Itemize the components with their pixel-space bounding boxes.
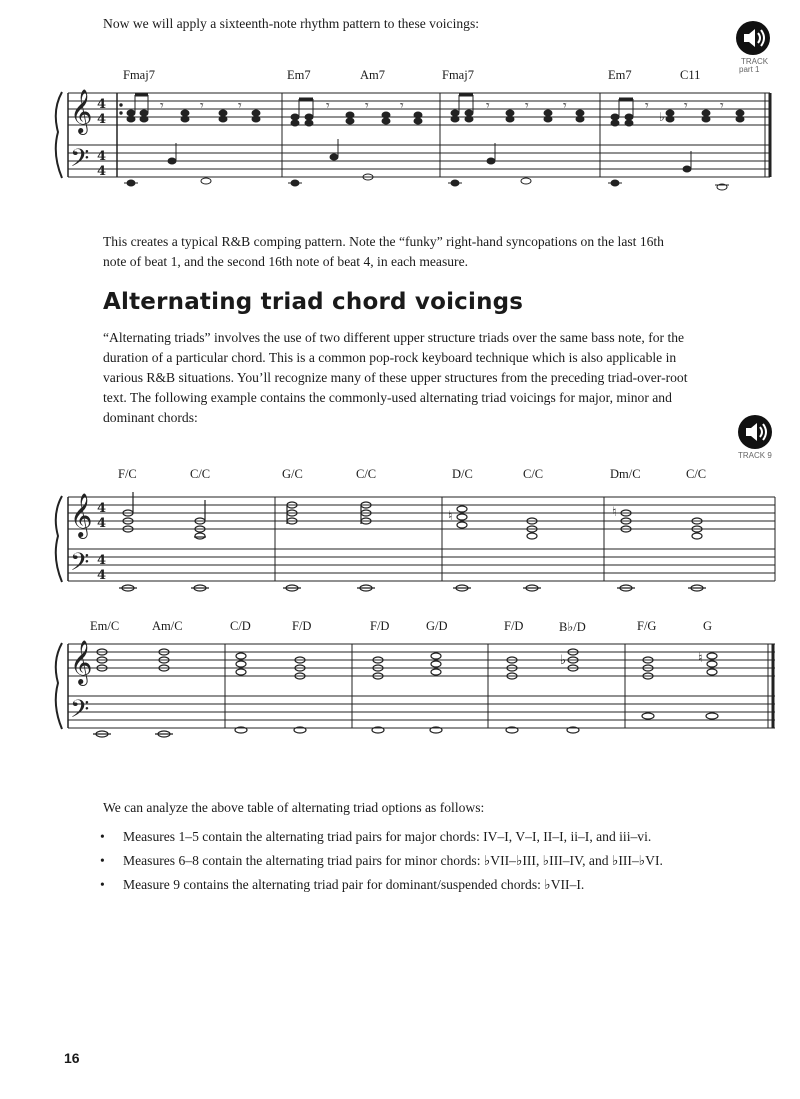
chord-symbol: F/C [118, 467, 137, 481]
chord-symbol: C11 [680, 68, 701, 82]
paragraph: “Alternating triads” involves the use of two different upper structure triads over the same bass note, for the [103, 330, 685, 345]
svg-text:4: 4 [97, 568, 107, 583]
chord-symbol: F/G [637, 619, 657, 633]
svg-text:𝄾: 𝄾 [720, 98, 724, 114]
chord-symbol: Em7 [608, 68, 632, 82]
svg-text:𝄞: 𝄞 [70, 89, 93, 133]
svg-text:𝄢: 𝄢 [70, 144, 90, 179]
svg-text:𝄞: 𝄞 [70, 640, 93, 684]
analysis-list [100, 825, 780, 897]
svg-text:4: 4 [97, 149, 107, 164]
paragraph: This creates a typical R&B comping pattern. Note the “funky” right-hand syncopations on the last 16th [103, 234, 664, 249]
svg-text:𝄾: 𝄾 [563, 98, 567, 114]
track-part-label: part 1 [739, 65, 760, 74]
svg-text:𝄾: 𝄾 [525, 98, 529, 114]
svg-text:♭: ♭ [659, 110, 665, 124]
chord-symbol: Em/C [90, 619, 120, 633]
svg-text:4: 4 [97, 112, 107, 127]
page-number: 16 [64, 1050, 80, 1066]
chord-symbol: C/D [230, 619, 251, 633]
chord-symbol: F/D [292, 619, 312, 633]
svg-text:♮: ♮ [698, 651, 703, 666]
svg-text:𝄾: 𝄾 [684, 98, 688, 114]
svg-text:4: 4 [97, 501, 107, 516]
chord-symbol: Am7 [360, 68, 385, 82]
music-staff-example-2-row-2 [0, 630, 800, 745]
svg-text:4: 4 [97, 164, 107, 179]
chord-symbol: B♭/D [559, 620, 586, 634]
svg-text:4: 4 [97, 516, 107, 531]
chord-symbol: D/C [452, 467, 473, 481]
list-item: • Measures 1–5 contain the alternating triad pairs for major chords: IV–I, V–I, II–I, ii–I, and iii–vi. [100, 825, 780, 849]
chord-symbol: C/C [356, 467, 377, 481]
paragraph: various R&B situations. You’ll recognize many of these upper structures from the preceding triad-over-root [103, 370, 688, 385]
list-item: • Measures 6–8 contain the alternating triad pairs for minor chords: ♭VII–♭III, ♭III–IV, and ♭III–♭VI. [100, 849, 780, 873]
music-staff-example-2-row-1 [0, 480, 800, 595]
chord-symbol: C/C [686, 467, 707, 481]
svg-text:𝄾: 𝄾 [365, 98, 369, 114]
svg-text:4: 4 [97, 553, 107, 568]
paragraph: text. The following example contains the commonly-used alternating triad voicings for major, minor and [103, 390, 672, 405]
speaker-icon[interactable] [737, 414, 773, 450]
analysis-intro: We can analyze the above table of alternating triad options as follows: [103, 800, 485, 815]
svg-text:𝄾: 𝄾 [326, 98, 330, 114]
chord-symbol: G [703, 619, 713, 633]
svg-text:𝄢: 𝄢 [70, 548, 90, 583]
svg-text:𝄾: 𝄾 [645, 98, 649, 114]
svg-text:♮: ♮ [448, 509, 453, 524]
chord-symbol: Em7 [287, 68, 311, 82]
chord-symbol: F/D [504, 619, 524, 633]
svg-text:♮: ♮ [612, 505, 617, 520]
svg-text:𝄾: 𝄾 [486, 98, 490, 114]
chord-symbol: C/C [523, 467, 544, 481]
paragraph: note of beat 1, and the second 16th note of beat 4, in each measure. [103, 254, 469, 269]
chord-symbol: Dm/C [610, 467, 641, 481]
music-staff-example-1 [0, 80, 800, 200]
paragraph: duration of a particular chord. This is a common pop-rock keyboard technique which is also applicable in [103, 350, 677, 365]
chord-symbol: G/D [426, 619, 448, 633]
chord-symbol: C/C [190, 467, 211, 481]
paragraph: dominant chords: [103, 410, 198, 425]
track-label: TRACK 9 [738, 451, 772, 460]
chord-symbol: Fmaj7 [442, 68, 474, 82]
svg-text:4: 4 [97, 97, 107, 112]
track-label: TRACK [741, 57, 769, 66]
svg-text:♭: ♭ [560, 653, 567, 668]
svg-text:𝄾: 𝄾 [200, 98, 204, 114]
chord-symbol: G/C [282, 467, 303, 481]
intro-text: Now we will apply a sixteenth-note rhythm pattern to these voicings: [103, 16, 480, 31]
svg-text:𝄾: 𝄾 [238, 98, 242, 114]
svg-text:𝄾: 𝄾 [400, 98, 404, 114]
svg-text:𝄢: 𝄢 [70, 695, 90, 730]
speaker-icon[interactable] [735, 20, 771, 56]
section-heading: Alternating triad chord voicings [103, 289, 524, 315]
chord-symbol: F/D [370, 619, 390, 633]
chord-symbol: Am/C [152, 619, 183, 633]
list-item: • Measure 9 contains the alternating triad pair for dominant/suspended chords: ♭VII–I. [100, 873, 780, 897]
svg-text:𝄞: 𝄞 [70, 493, 93, 537]
svg-text:𝄾: 𝄾 [160, 98, 164, 114]
chord-symbol: Fmaj7 [123, 68, 155, 82]
